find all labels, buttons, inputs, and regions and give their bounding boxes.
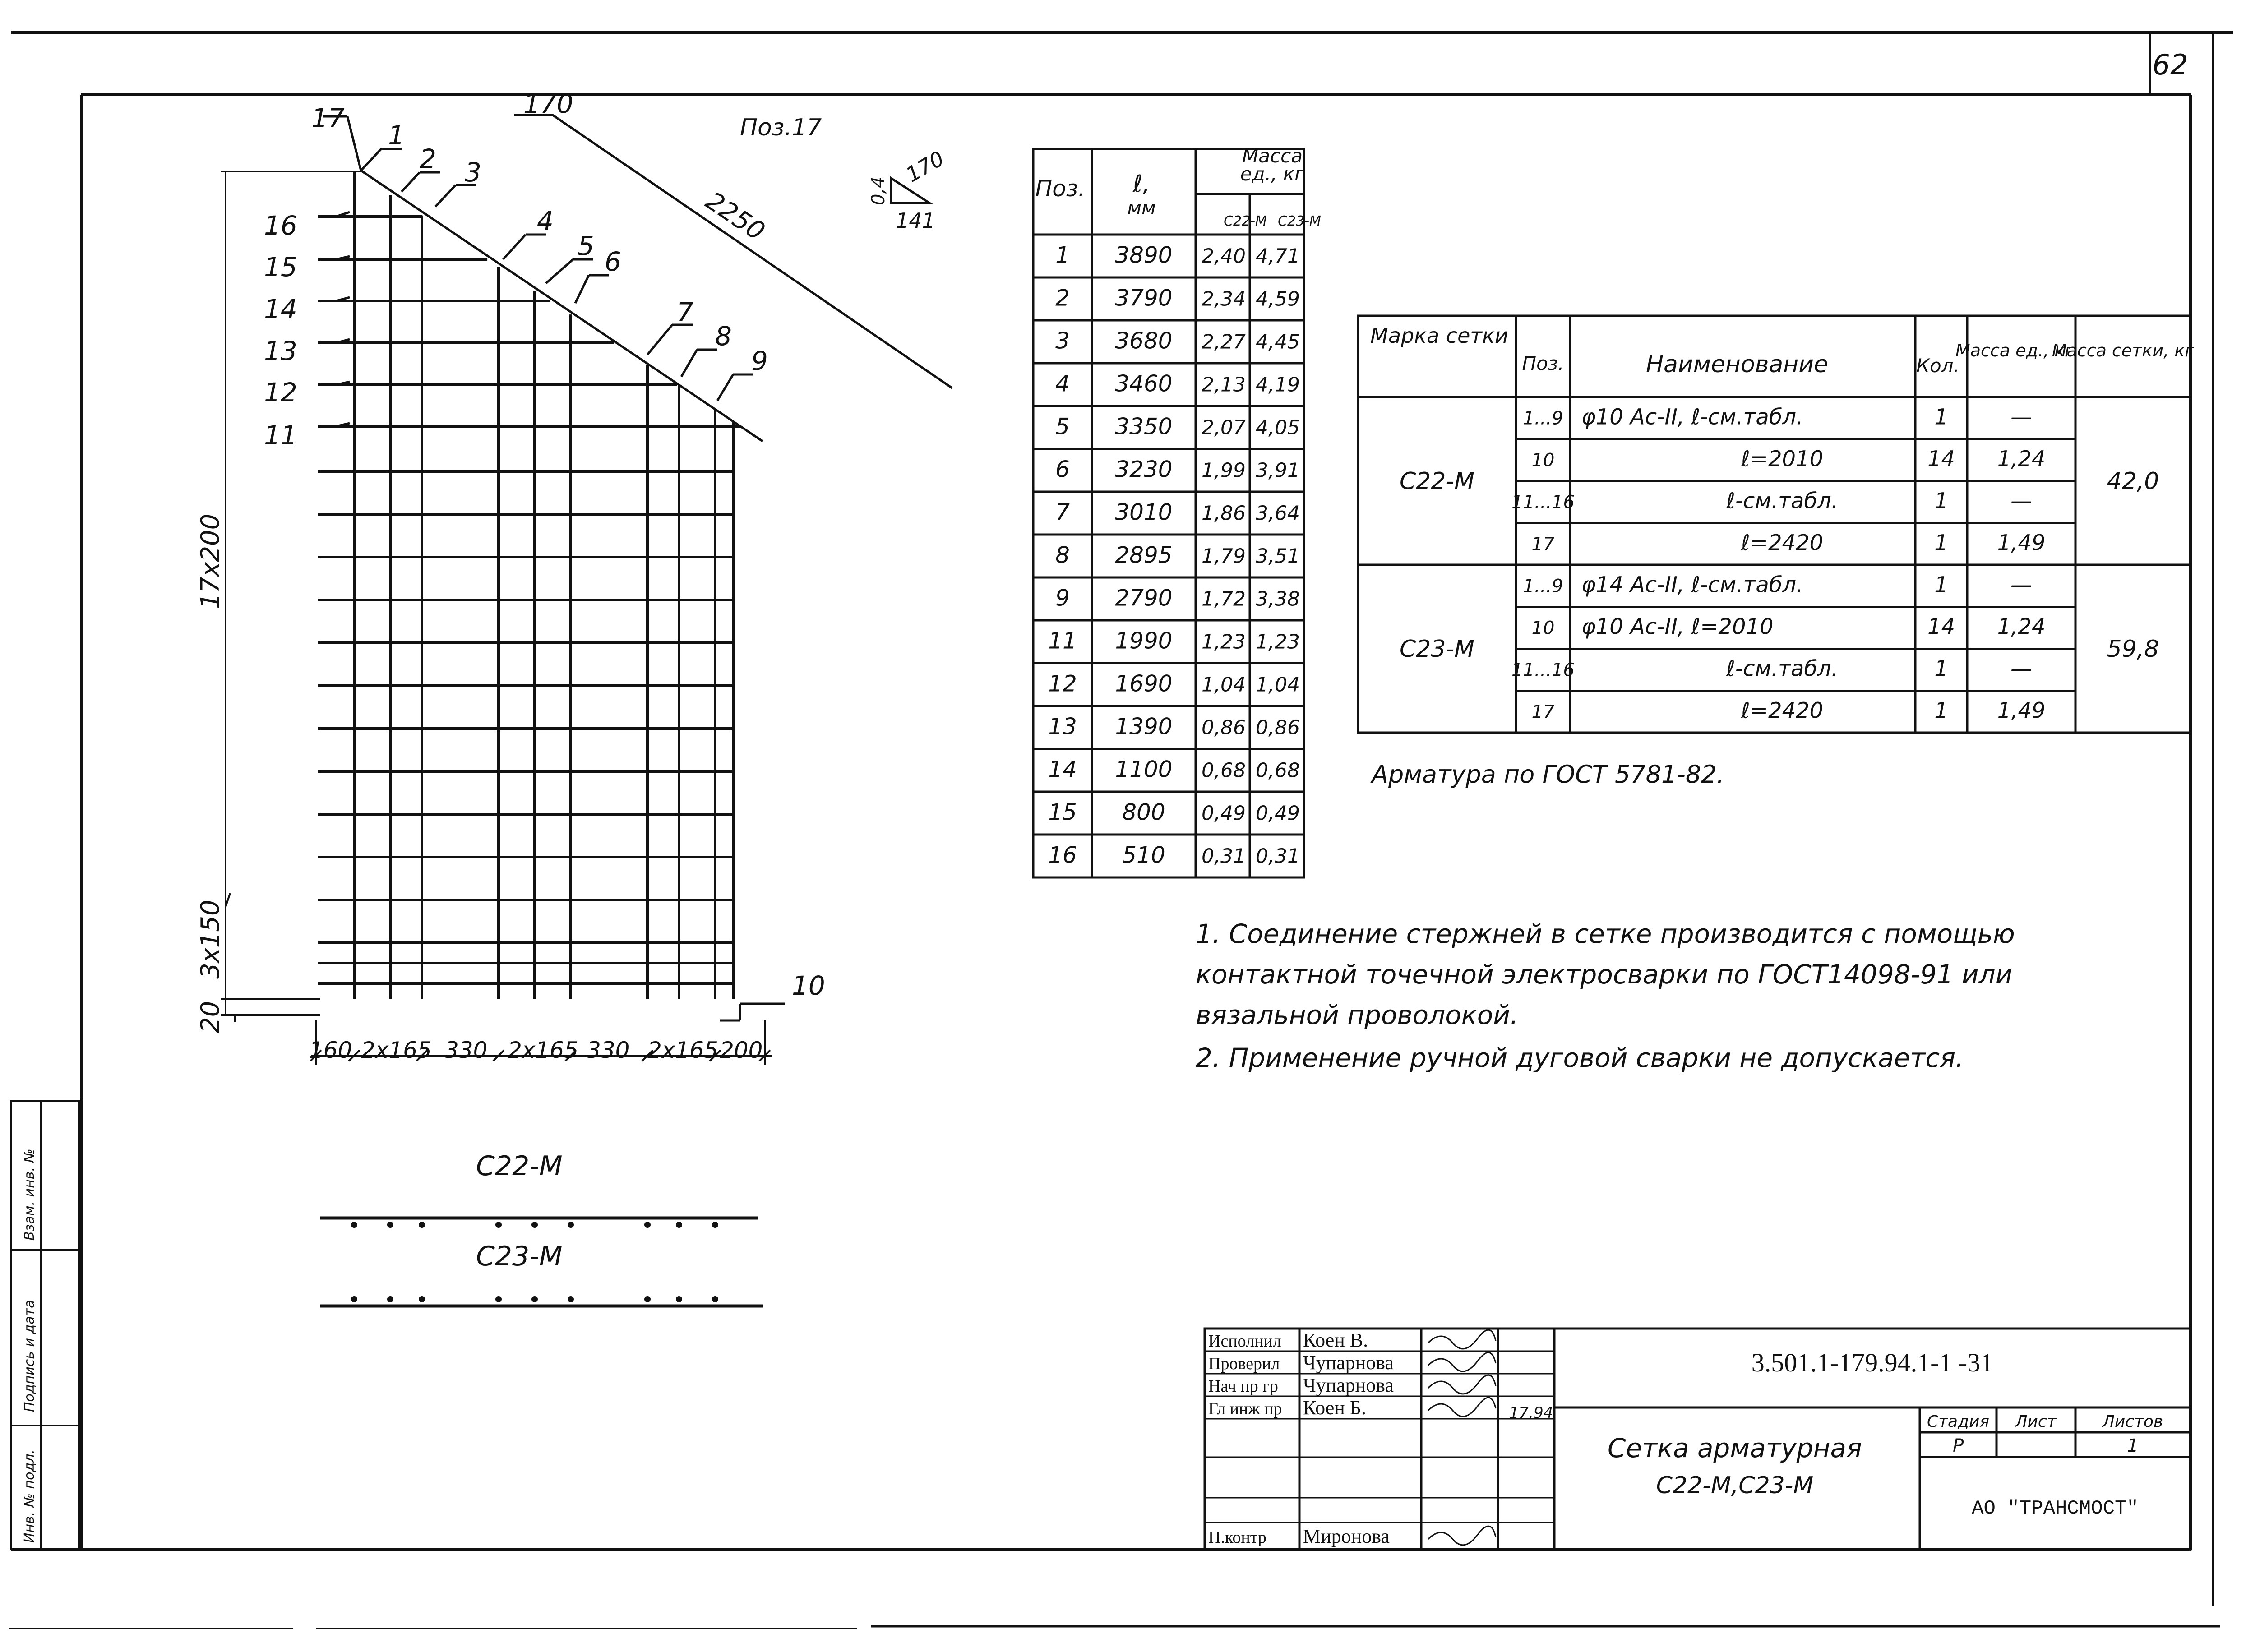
t2-cell-pos: 10: [1531, 618, 1555, 639]
doc-code: 3.501.1-179.94.1-1 -31: [1751, 1348, 1994, 1377]
t2-head-mass-total: Масса сетки, кг: [2052, 341, 2194, 360]
label-top-pos-9: 9: [751, 346, 768, 376]
sign-name: Чупарнова: [1303, 1352, 1394, 1374]
sign-role: Н.контр: [1208, 1528, 1266, 1547]
dim-h-330-b: 330: [587, 1037, 630, 1063]
t2-head-name: Наименование: [1645, 351, 1829, 378]
stage-header: Стадия: [1927, 1412, 1990, 1431]
t2-cell-name: ℓ-см.табл.: [1726, 488, 1838, 514]
t2-cell-pos: 11...16: [1511, 492, 1575, 513]
t1-cell-c23: 3,91: [1256, 459, 1300, 482]
t1-cell-c22: 1,86: [1202, 502, 1246, 525]
label-left-pos-13: 13: [264, 336, 297, 366]
t2-head-mark: Марка сетки: [1370, 323, 1508, 348]
t1-cell-pos: 3: [1055, 328, 1070, 354]
t2-cell-mass: 1,49: [1997, 530, 2046, 556]
t2-cell-qty: 14: [1927, 614, 1955, 640]
t2-cell-name: ℓ=2420: [1741, 530, 1824, 556]
t1-cell-pos: 1: [1055, 242, 1070, 268]
t1-cell-len: 2895: [1115, 542, 1173, 568]
t1-cell-c23: 4,59: [1256, 287, 1300, 311]
section-c22-bar-dot: [531, 1222, 538, 1228]
sheets-value: 1: [2127, 1435, 2139, 1456]
t2-cell-mass: 1,49: [1997, 698, 2046, 724]
stamp-inv-label: Инв. № подл.: [22, 1449, 37, 1543]
bend-c: 0,4: [868, 176, 889, 205]
label-top-pos-5: 5: [578, 231, 594, 261]
t2-cell-qty: 1: [1934, 572, 1948, 598]
dim-h-200: 200: [720, 1037, 763, 1063]
note-line-3: вязальной проволокой.: [1196, 1000, 1519, 1030]
t1-cell-c23: 0,86: [1256, 716, 1300, 739]
t1-cell-len: 1690: [1115, 670, 1173, 697]
dim-h-2x165-c: 2x165: [647, 1037, 718, 1063]
section-c23-bar-dot: [419, 1296, 425, 1302]
t2-cell-total: 59,8: [2107, 636, 2159, 663]
title-line-1: Сетка арматурная: [1608, 1433, 1862, 1463]
label-top-pos-3: 3: [465, 157, 481, 188]
section-c23-bar-dot: [495, 1296, 502, 1302]
t1-cell-c22: 0,86: [1202, 716, 1246, 739]
sign-role: Исполнил: [1208, 1332, 1281, 1351]
t1-cell-len: 510: [1122, 842, 1165, 868]
t2-note: Арматура по ГОСТ 5781-82.: [1372, 760, 1724, 789]
t1-cell-c23: 3,64: [1256, 502, 1300, 525]
dim-h-2x165-b: 2x165: [508, 1037, 578, 1063]
t1-cell-len: 1100: [1115, 756, 1173, 783]
t2-cell-qty: 1: [1934, 530, 1948, 556]
t2-cell-name: φ14 Ас-II, ℓ-см.табл.: [1581, 572, 1803, 598]
label-top-pos-1: 1: [388, 120, 405, 151]
t1-cell-pos: 14: [1048, 756, 1077, 783]
section-c23-bar-dot: [568, 1296, 574, 1302]
t1-cell-c22: 2,27: [1202, 330, 1246, 354]
section-c23-label: С23-М: [476, 1241, 563, 1272]
t1-cell-c22: 2,13: [1202, 373, 1246, 397]
section-c23-bar-dot: [387, 1296, 393, 1302]
sign-name: Коен В.: [1303, 1329, 1368, 1351]
t1-cell-pos: 5: [1055, 413, 1070, 440]
t1-cell-len: 1990: [1115, 628, 1173, 654]
t1-cell-pos: 8: [1055, 542, 1070, 568]
t2-head-mass-unit: Масса ед., кг: [1955, 341, 2074, 360]
dim-17x200: 17x200: [196, 513, 225, 609]
stamp-sign-label: Подпись и дата: [22, 1300, 37, 1412]
label-diagonal-length: 2250: [700, 186, 770, 247]
dim-h-2x165-a: 2x165: [361, 1037, 432, 1063]
t1-cell-c23: 1,23: [1256, 630, 1300, 654]
t1-cell-len: 3350: [1115, 413, 1173, 440]
sign-name: Коен Б.: [1303, 1397, 1367, 1419]
t1-cell-len: 3010: [1115, 499, 1173, 526]
section-c22-bar-dot: [351, 1222, 357, 1228]
t1-cell-c22: 1,72: [1202, 587, 1246, 611]
t2-cell-qty: 1: [1934, 656, 1948, 682]
t2-cell-pos: 1...9: [1523, 408, 1563, 429]
t2-cell-qty: 1: [1934, 488, 1948, 514]
section-c23-bar-dot: [712, 1296, 718, 1302]
label-left-pos-11: 11: [264, 420, 297, 451]
t2-cell-mass: —: [2010, 404, 2032, 430]
t1-cell-c22: 2,34: [1202, 287, 1246, 311]
section-c22-bar-dot: [495, 1222, 502, 1228]
t2-cell-name: φ10 Ас-II, ℓ=2010: [1581, 614, 1774, 640]
title-line-2: С22-М,С23-М: [1656, 1472, 1814, 1499]
section-c22-bar-dot: [568, 1222, 574, 1228]
t1-cell-c22: 0,49: [1202, 802, 1246, 825]
section-c22-label: С22-М: [476, 1150, 563, 1182]
label-left-pos-12: 12: [264, 377, 297, 408]
t2-cell-mark: С23-М: [1399, 636, 1475, 663]
t2-head-qty: Кол.: [1916, 355, 1959, 377]
t1-cell-len: 3460: [1115, 370, 1173, 397]
t1-head-len-unit: мм: [1127, 197, 1156, 219]
t1-cell-c22: 1,23: [1202, 630, 1246, 654]
note-line-4: 2. Применение ручной дуговой сварки не допускается.: [1196, 1043, 1964, 1073]
sign-name: Чупарнова: [1303, 1374, 1394, 1396]
t2-cell-pos: 17: [1531, 534, 1555, 555]
company-name: АО "ТРАНСМОСТ": [1972, 1497, 2139, 1520]
t1-cell-c23: 0,31: [1256, 844, 1300, 868]
t2-cell-pos: 17: [1531, 701, 1555, 723]
t2-cell-mass: —: [2010, 572, 2032, 598]
section-c23-bar-dot: [351, 1296, 357, 1302]
sheet-header: Лист: [2015, 1412, 2057, 1431]
t1-cell-pos: 2: [1055, 285, 1070, 311]
label-pos17: 17: [311, 103, 345, 134]
note-line-1: 1. Соединение стержней в сетке производится с помощью: [1196, 918, 2015, 949]
t1-cell-c22: 2,07: [1202, 416, 1246, 439]
t2-cell-qty: 14: [1927, 446, 1955, 472]
t1-head-len: ℓ,: [1132, 171, 1151, 198]
t1-cell-c23: 1,04: [1256, 673, 1300, 697]
t1-cell-pos: 6: [1055, 456, 1070, 483]
t2-cell-pos: 10: [1531, 450, 1555, 471]
t1-cell-c22: 1,79: [1202, 545, 1246, 568]
t1-cell-c23: 3,38: [1256, 587, 1300, 611]
label-left-pos-16: 16: [264, 210, 297, 241]
stamp-replace-label: Взам. инв. №: [22, 1149, 37, 1241]
t2-cell-pos: 1...9: [1523, 576, 1563, 597]
t1-cell-len: 3890: [1115, 242, 1173, 268]
t2-cell-name: ℓ-см.табл.: [1726, 656, 1838, 682]
t1-cell-c23: 0,68: [1256, 759, 1300, 782]
t1-cell-pos: 7: [1055, 499, 1070, 526]
t1-cell-len: 3680: [1115, 328, 1173, 354]
sign-date: 17.94: [1509, 1404, 1553, 1422]
label-pos10: 10: [792, 970, 825, 1001]
label-top-pos-6: 6: [605, 246, 621, 277]
t1-cell-len: 3790: [1115, 285, 1173, 311]
label-left-pos-14: 14: [264, 294, 297, 324]
dim-h-160: 160: [309, 1037, 352, 1063]
t2-cell-mass: —: [2010, 656, 2032, 682]
sign-role: Гл инж пр: [1208, 1399, 1282, 1418]
t2-cell-name: φ10 Ас-II, ℓ-см.табл.: [1581, 404, 1803, 430]
dim-20: 20: [196, 1001, 225, 1033]
bend-b: 141: [896, 208, 935, 233]
section-c22-bar-dot: [419, 1222, 425, 1228]
label-top-pos-2: 2: [420, 143, 436, 174]
t1-cell-len: 3230: [1115, 456, 1173, 483]
section-c22-bar-dot: [712, 1222, 718, 1228]
label-left-pos-15: 15: [264, 252, 297, 282]
t2-cell-mass: 1,24: [1997, 614, 2046, 640]
bend-a: 170: [901, 146, 948, 187]
dim-3x150: 3x150: [196, 900, 225, 979]
t1-head-pos: Поз.: [1035, 175, 1086, 202]
t1-cell-pos: 15: [1048, 799, 1077, 826]
t2-cell-mark: С22-М: [1399, 468, 1475, 495]
t2-cell-qty: 1: [1934, 698, 1948, 724]
stage-value: Р: [1952, 1435, 1964, 1456]
t1-cell-c22: 0,68: [1202, 759, 1246, 782]
sign-name: Миронова: [1303, 1525, 1390, 1547]
t2-head-pos: Поз.: [1522, 352, 1564, 374]
label-poz17: Поз.17: [740, 114, 822, 141]
t1-head-c22: С22-М: [1224, 213, 1267, 229]
t1-head-mass: Масса: [1242, 145, 1303, 167]
section-c23-bar-dot: [644, 1296, 651, 1302]
t1-cell-pos: 12: [1048, 670, 1077, 697]
label-top-pos-8: 8: [715, 321, 732, 351]
label-top-pos-7: 7: [677, 297, 693, 328]
sign-role: Нач пр гр: [1208, 1377, 1278, 1396]
t2-cell-name: ℓ=2420: [1741, 698, 1824, 724]
t1-head-mass-unit: ед., кг: [1240, 163, 1305, 185]
section-c22-bar-dot: [644, 1222, 651, 1228]
t1-cell-pos: 16: [1048, 842, 1077, 868]
note-line-2: контактной точечной электросварки по ГОСТ14098-91 или: [1196, 959, 2013, 990]
t1-cell-len: 800: [1122, 799, 1165, 826]
section-c22-bar-dot: [387, 1222, 393, 1228]
t2-cell-name: ℓ=2010: [1741, 446, 1824, 472]
t1-cell-c22: 2,40: [1202, 245, 1246, 268]
section-c22-bar-dot: [676, 1222, 682, 1228]
label-pos170: 170: [523, 88, 573, 119]
t1-cell-c23: 4,45: [1256, 330, 1300, 354]
t1-cell-c22: 1,04: [1202, 673, 1246, 697]
t2-cell-qty: 1: [1934, 404, 1948, 430]
t2-cell-total: 42,0: [2107, 468, 2159, 495]
sheet-number: 62: [2152, 48, 2188, 81]
t1-cell-c22: 1,99: [1202, 459, 1246, 482]
t1-cell-pos: 13: [1048, 713, 1077, 740]
sign-role: Проверил: [1208, 1354, 1280, 1373]
t1-cell-pos: 11: [1048, 628, 1077, 654]
t2-cell-pos: 11...16: [1511, 660, 1575, 681]
t2-cell-mass: —: [2010, 488, 2032, 514]
t1-cell-pos: 9: [1055, 585, 1070, 611]
t1-cell-c23: 4,19: [1256, 373, 1300, 397]
t2-cell-mass: 1,24: [1997, 446, 2046, 472]
t1-cell-c23: 4,05: [1256, 416, 1300, 439]
dim-h-330-a: 330: [444, 1037, 488, 1063]
section-c23-bar-dot: [531, 1296, 538, 1302]
label-top-pos-4: 4: [537, 206, 554, 236]
t1-cell-len: 2790: [1115, 585, 1173, 611]
t1-cell-c23: 4,71: [1256, 245, 1300, 268]
section-c23-bar-dot: [676, 1296, 682, 1302]
t1-cell-c23: 3,51: [1256, 545, 1300, 568]
t1-cell-len: 1390: [1115, 713, 1173, 740]
sheets-header: Листов: [2102, 1412, 2163, 1431]
t1-cell-c22: 0,31: [1202, 844, 1246, 868]
t1-cell-c23: 0,49: [1256, 802, 1300, 825]
t1-cell-pos: 4: [1055, 370, 1070, 397]
t1-head-c23: С23-М: [1278, 213, 1321, 229]
